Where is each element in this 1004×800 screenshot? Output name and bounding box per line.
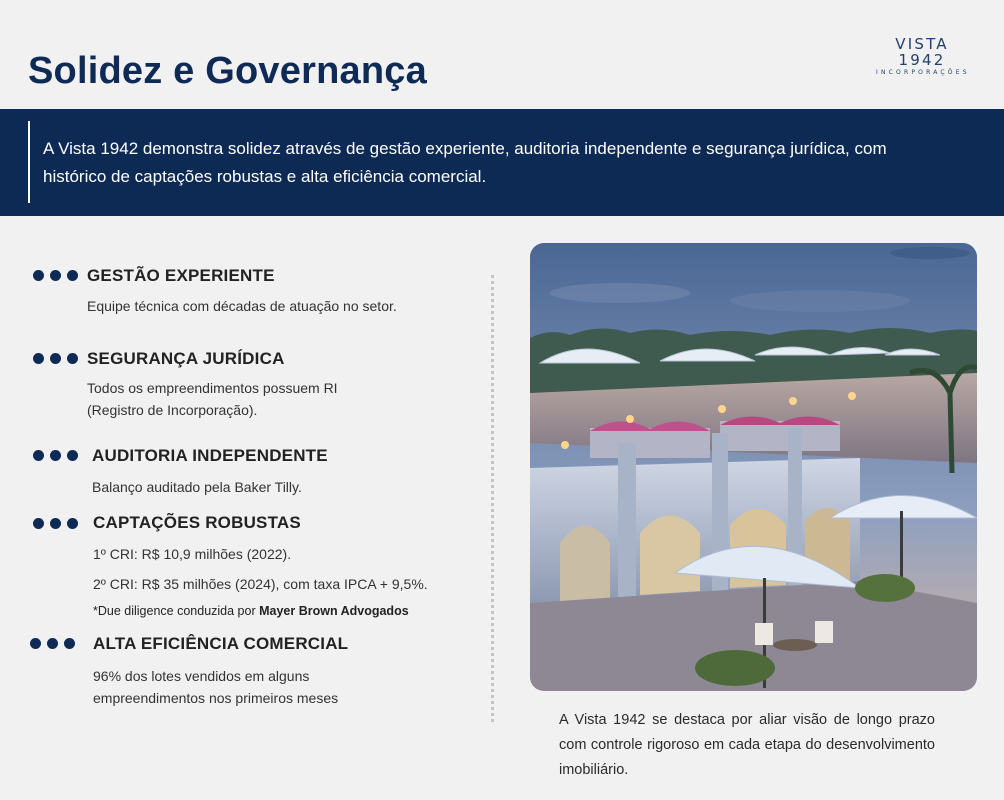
section-heading-captacoes: CAPTAÇÕES ROBUSTAS (93, 513, 301, 532)
page-title: Solidez e Governança (28, 50, 427, 92)
bullet-dots-icon (33, 353, 78, 364)
section-text-auditoria: Balanço auditado pela Baker Tilly. (92, 479, 302, 495)
bullet-dots-icon (30, 638, 75, 649)
section-heading-eficiencia: ALTA EFICIÊNCIA COMERCIAL (93, 634, 349, 653)
due-diligence-note: *Due diligence conduzida por Mayer Brown Advogados (93, 604, 409, 618)
section-heading-auditoria: AUDITORIA INDEPENDENTE (92, 446, 328, 465)
rooftop-terrace-photo (530, 243, 977, 691)
section-text-seguranca-1: Todos os empreendimentos possuem RI (87, 380, 338, 396)
intro-banner (0, 109, 1004, 216)
section-text-captacoes-2: 2º CRI: R$ 35 milhões (2024), com taxa IPCA + 9,5%. (93, 576, 428, 592)
company-logo (876, 36, 968, 77)
section-heading-gestao: GESTÃO EXPERIENTE (87, 266, 275, 285)
section-text-eficiencia-2: empreendimentos nos primeiros meses (93, 690, 339, 706)
bullet-dots-icon (33, 270, 78, 281)
banner-accent-bar (28, 121, 30, 203)
section-text-eficiencia-1: 96% dos lotes vendidos em alguns (93, 668, 310, 684)
logo-sub-text: INCORPORAÇÕES (876, 69, 970, 76)
section-heading-seguranca: SEGURANÇA JURÍDICA (87, 349, 285, 368)
bullet-dots-icon (33, 518, 78, 529)
photo-caption: A Vista 1942 se destaca por aliar visão de longo prazo com controle rigoroso em cada etapa do desenvolvimento imobiliário. (559, 712, 935, 778)
banner-text: A Vista 1942 demonstra solidez através de gestão experiente, auditoria independente e segurança jurídica, com histórico de captações robustas e alta eficiência comercial. (43, 139, 887, 186)
section-text-seguranca-2: (Registro de Incorporação). (87, 402, 258, 418)
bullet-dots-icon (33, 450, 78, 461)
dotted-divider (491, 275, 494, 722)
section-text-captacoes-1: 1º CRI: R$ 10,9 milhões (2022). (93, 546, 292, 562)
section-text-gestao: Equipe técnica com décadas de atuação no setor. (87, 298, 397, 314)
logo-main-text: VISTA 1942 (895, 35, 949, 69)
